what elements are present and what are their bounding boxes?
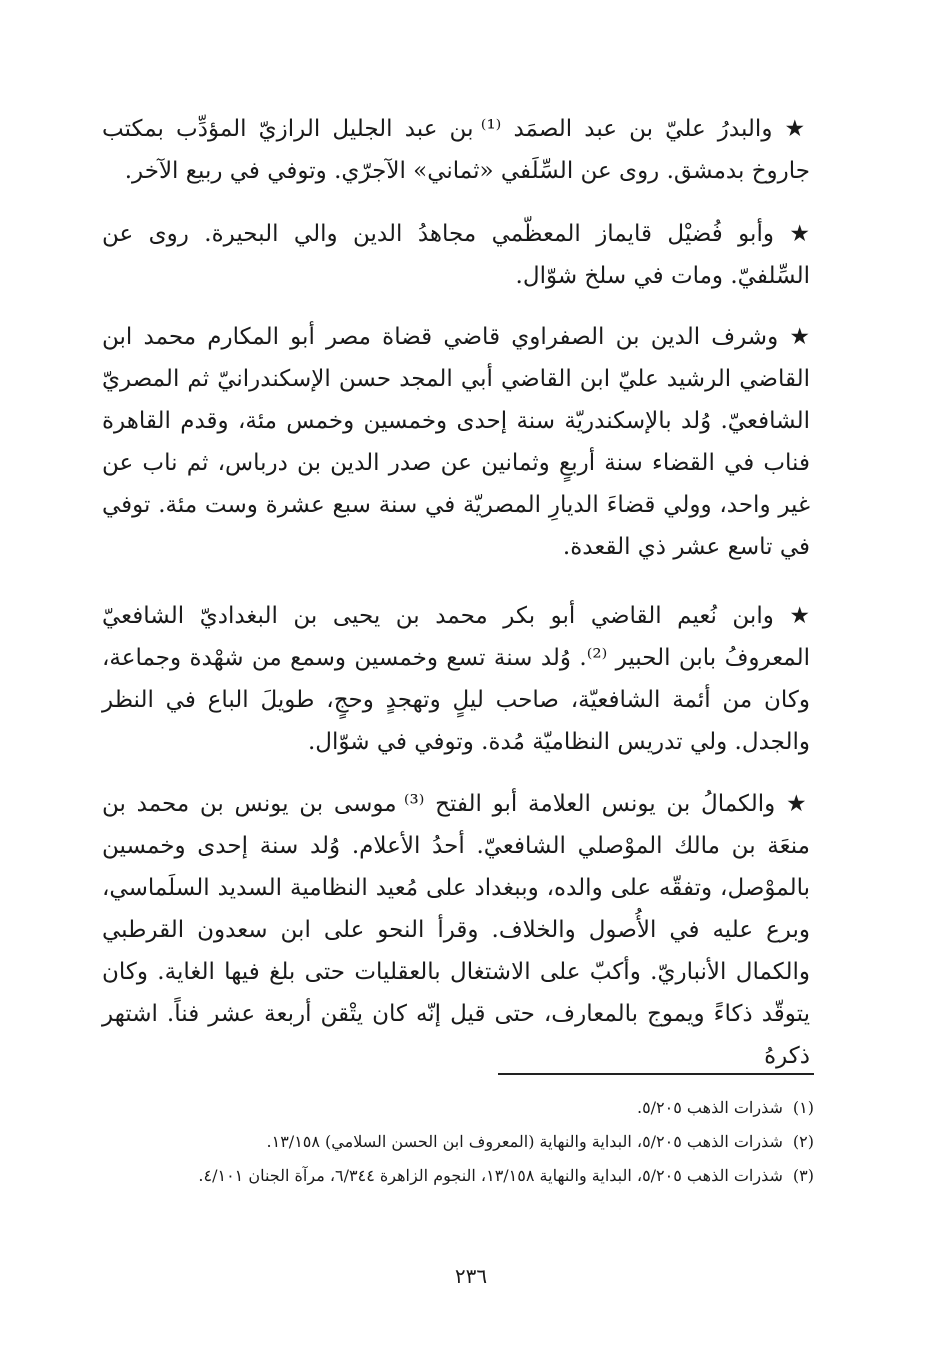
biography-entry: ★ وأبو فُضيْل قايماز المعظّمي مجاهدُ الدين والي البحيرة. روى عن السِّلفيّ. ومات في سلخ شوّال. bbox=[102, 221, 810, 289]
footnote bbox=[112, 1161, 814, 1191]
footnote-mark: (١) bbox=[792, 1098, 814, 1117]
biography-entry: ★ والبدرُ عليّ بن عبد الصمَد ⁽¹⁾ بن عبد الجليل الرازيّ المؤدِّب بمكتب جاروخ بدمشق. روى عن السِّلَفي «ثماني» الآجرّي. وتوفي في ربيع الآخر. bbox=[102, 116, 810, 184]
footnote-text: شذرات الذهب ٥/٢٠٥. bbox=[636, 1098, 783, 1117]
footnote-mark: (٢) bbox=[792, 1132, 814, 1151]
footnote bbox=[112, 1093, 814, 1123]
biography-entry: ★ وشرف الدين بن الصفراوي قاضي قضاة مصر أبو المكارم محمد ابن القاضي الرشيد عليّ ابن القاضي أبي المجد حسن الإسكندرانيّ ثم المصريّ الشافعيّ. وُلد بالإسكندريّة سنة إحدى وخمسين وخمس مئة، وقدم القاهرة فناب في القضاء سنة أربعٍ وثمانين عن صدر الدين بن درباس، ثم ناب عن غير واحد، وولي قضاءَ الديارِ المصريّة في سنة سبع عشرة وست مئة. توفي في تاسع عشر ذي القعدة. bbox=[102, 324, 810, 560]
footnote bbox=[112, 1127, 814, 1157]
footnote-mark: (٣) bbox=[792, 1166, 814, 1185]
page-number: ٢٣٦ bbox=[454, 1264, 488, 1288]
biography-entry: ★ والكمالُ بن يونس العلامة أبو الفتح ⁽³⁾ موسى بن يونس بن محمد بن منعَة بن مالك الموْصلي الشافعيّ. أحدُ الأعلام. وُلد سنة إحدى وخمسين بالموْصل، وتفقّه على والده، وببغداد على مُعيد النظامية السديد السلَماسي، وبرع عليه في الأُصول والخلاف. وقرأ النحو على ابن سعدون القرطبي والكمال الأنباريّ. وأكبّ على الاشتغال بالعقليات حتى بلغ فيها الغاية. وكان يتوقّد ذكاءً ويموج بالمعارف، حتى قيل إنّه كان يتْقن أربعة عشر فناً. اشتهر ذكرهُ bbox=[102, 791, 810, 1069]
footnotes bbox=[112, 1093, 814, 1195]
biography-entry: ★ وابن نُعيم القاضي أبو بكر محمد بن يحيى بن البغداديّ الشافعيّ المعروفُ بابن الحبير ⁽²⁾. وُلد سنة تسع وخمسين وسمع من شهْدة وجماعة، وكان من أئمة الشافعيّة، صاحب ليلٍ وتهجدٍ وحجٍ، طويلَ الباع في النظر والجدل. ولي تدريس النظاميّة مُدة. وتوفي في شوّال. bbox=[102, 603, 810, 755]
footnote-text: شذرات الذهب ٥/٢٠٥، البداية والنهاية ١٣/١٥٨، النجوم الزاهرة ٦/٣٤٤، مرآة الجنان ٤/١٠١. bbox=[198, 1166, 783, 1185]
footnote-text: شذرات الذهب ٥/٢٠٥، البداية والنهاية (المعروف ابن الحسن السلامي) ١٣/١٥٨. bbox=[266, 1132, 783, 1151]
footnote-divider bbox=[498, 1073, 814, 1075]
